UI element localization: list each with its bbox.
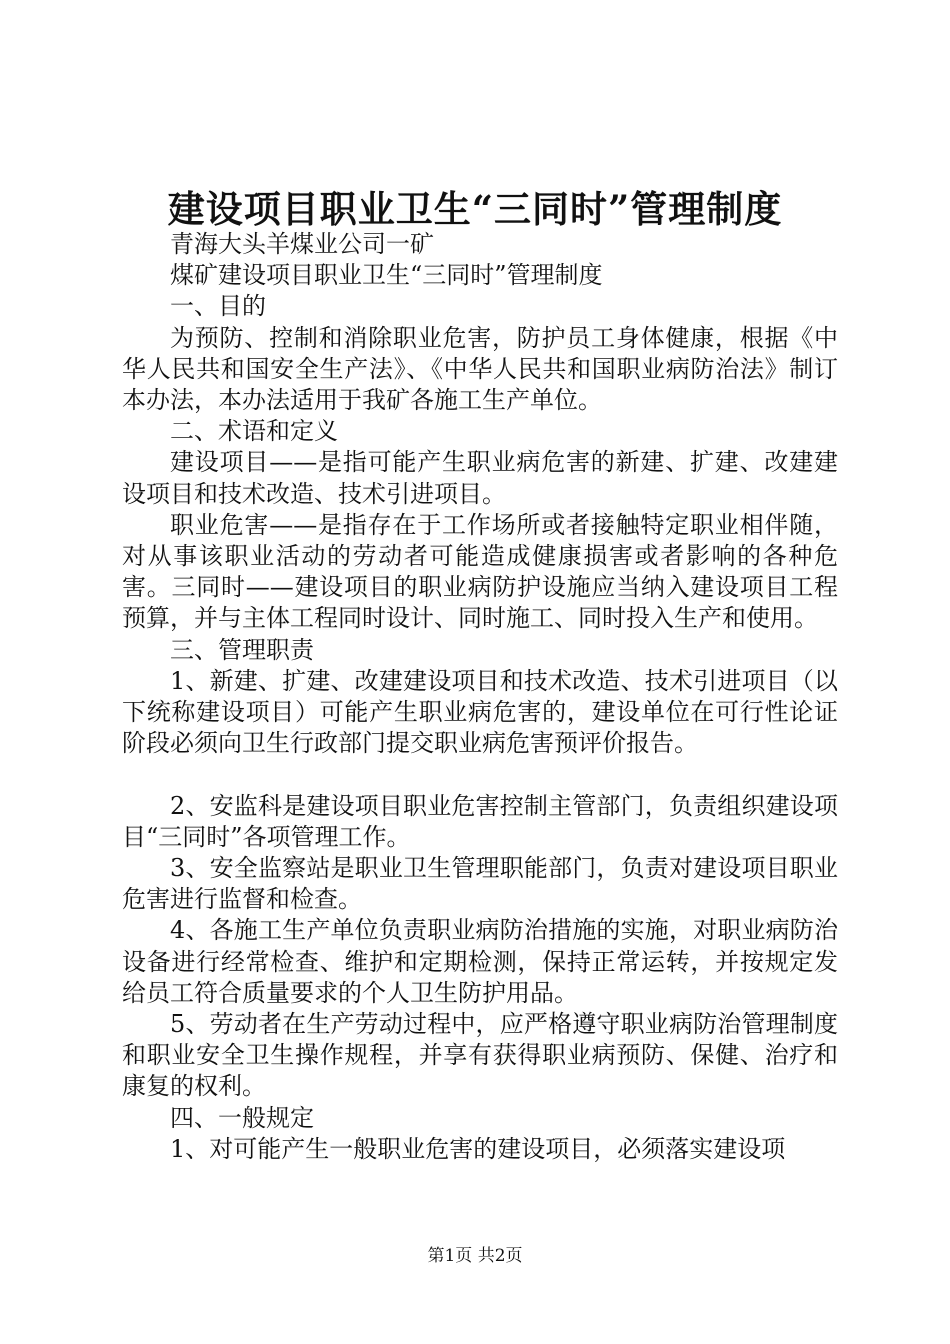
document-body	[122, 229, 838, 1165]
paragraph-spacer	[122, 759, 838, 790]
subtitle-line: 煤矿建设项目职业卫生“三同时”管理制度	[170, 261, 603, 290]
paragraph: 2、安监科是建设项目职业危害控制主管部门，负责组织建设项目“三同时”各项管理工作。	[122, 791, 838, 851]
paragraph: 1、对可能产生一般职业危害的建设项目，必须落实建设项	[170, 1134, 786, 1163]
section-heading-purpose: 一、目的	[170, 292, 266, 321]
section-heading-general-rules: 四、一般规定	[170, 1103, 314, 1132]
paragraph: 4、各施工生产单位负责职业病防治措施的实施，对职业病防治设备进行经常检查、维护和定期检测，保持正常运转，并按规定发给员工符合质量要求的个人卫生防护用品。	[122, 916, 838, 1007]
organization-line: 青海大头羊煤业公司一矿	[170, 230, 434, 258]
paragraph: 3、安全监察站是职业卫生管理职能部门，负责对建设项目职业危害进行监督和检查。	[122, 854, 838, 914]
paragraph: 职业危害——是指存在于工作场所或者接触特定职业相伴随，对从事该职业活动的劳动者可能造成健康损害或者影响的各种危害。三同时——建设项目的职业病防护设施应当纳入建设项目工程预算，并与主体工程同时设计、同时施工、同时投入生产和使用。	[122, 510, 838, 633]
document-title: 建设项目职业卫生“三同时”管理制度	[167, 187, 783, 231]
paragraph: 为预防、控制和消除职业危害，防护员工身体健康，根据《中华人民共和国安全生产法》、《中华人民共和国职业病防治法》制订本办法，本办法适用于我矿各施工生产单位。	[122, 323, 838, 415]
paragraph: 1、新建、扩建、改建建设项目和技术改造、技术引进项目（以下统称建设项目）可能产生职业病危害的，建设单位在可行性论证阶段必须向卫生行政部门提交职业病危害预评价报告。	[122, 666, 838, 758]
section-heading-responsibilities: 三、管理职责	[170, 635, 314, 664]
page-footer: 第1页 共2页	[427, 1246, 523, 1266]
paragraph: 5、劳动者在生产劳动过程中，应严格遵守职业病防治管理制度和职业安全卫生操作规程，并享有获得职业病预防、保健、治疗和康复的权利。	[122, 1010, 838, 1101]
paragraph: 建设项目——是指可能产生职业病危害的新建、扩建、改建建设项目和技术改造、技术引进项目。	[122, 448, 838, 508]
section-heading-definitions: 二、术语和定义	[170, 417, 338, 446]
